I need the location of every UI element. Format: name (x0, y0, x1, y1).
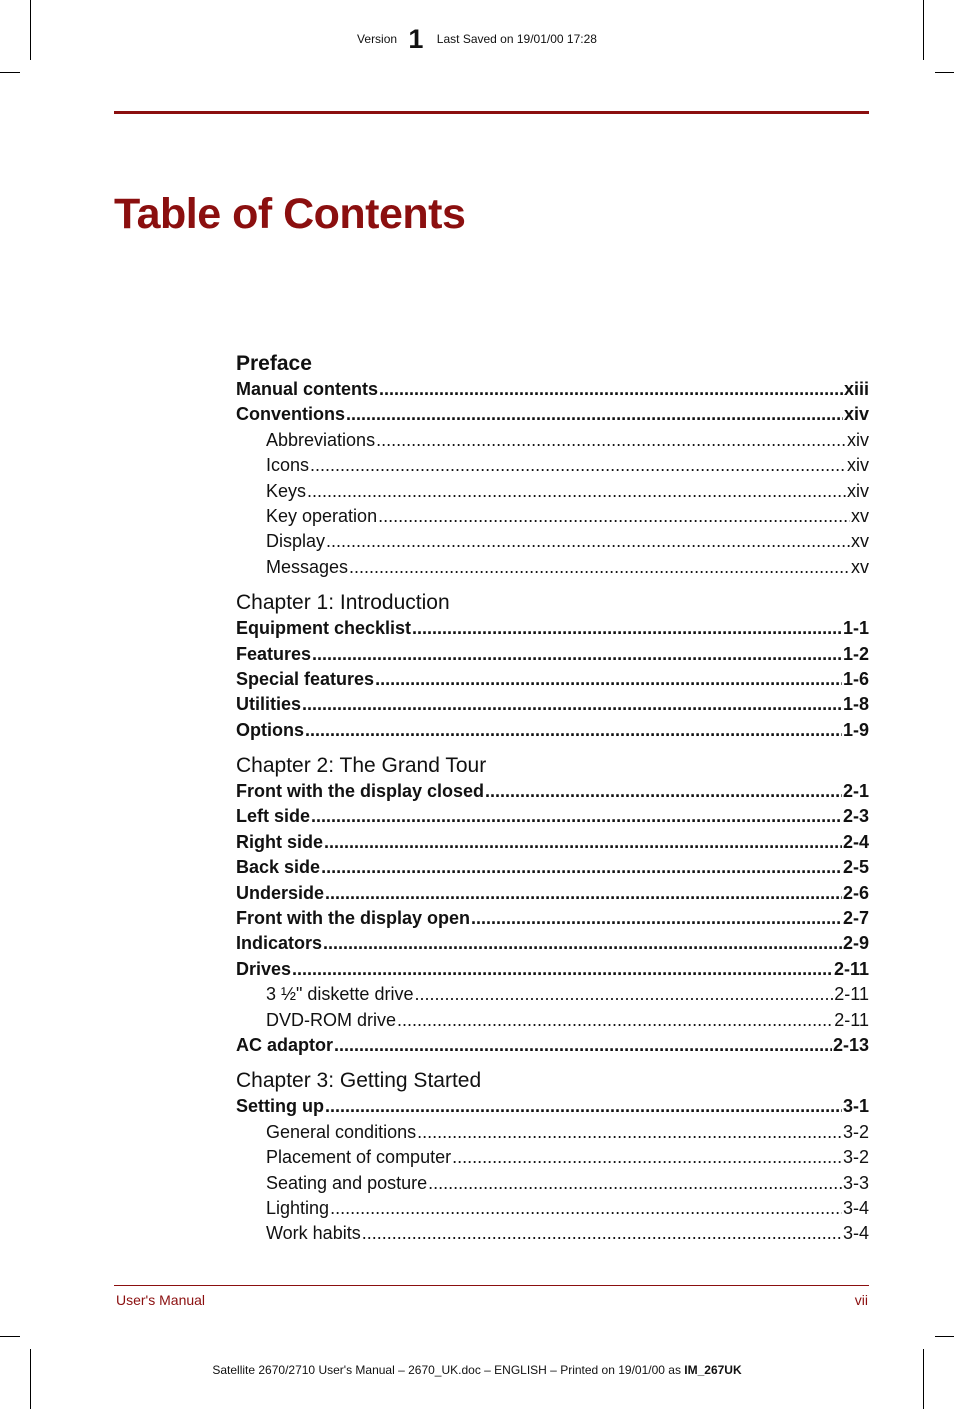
toc-entry[interactable] (236, 855, 869, 880)
toc-entry-label: Right side (236, 831, 324, 852)
toc-dot-leader (302, 692, 842, 717)
version-number: 1 (408, 24, 424, 54)
toc-section (236, 590, 869, 753)
toc-section (236, 1068, 869, 1256)
version-header (0, 24, 954, 55)
toc-entry-page: 3-4 (842, 1197, 869, 1218)
toc-entry-page: xiv (847, 455, 869, 476)
toc-entry[interactable] (236, 804, 869, 829)
toc-entry-page: 3-4 (842, 1223, 869, 1244)
toc-entry[interactable] (236, 504, 869, 529)
toc-section-title: Chapter 2: The Grand Tour (236, 754, 487, 778)
toc-entry[interactable] (236, 906, 869, 931)
toc-entry-label: Abbreviations (266, 429, 376, 450)
toc-dot-leader (349, 555, 850, 580)
toc-entry-label: Equipment checklist (236, 618, 412, 639)
toc-entry[interactable] (236, 529, 869, 554)
toc-entry[interactable] (236, 616, 869, 641)
toc-dot-leader (312, 642, 842, 667)
toc-entry[interactable] (236, 1196, 869, 1221)
toc-entry-page: xiv (847, 480, 869, 501)
toc-entry-label: Manual contents (236, 379, 379, 399)
toc-entry-label: Conventions (236, 404, 346, 425)
toc-dot-leader (325, 1094, 842, 1119)
toc-dot-leader (324, 830, 842, 855)
toc-entry-label: Setting up (236, 1096, 324, 1117)
toc-entry-label: Back side (236, 857, 321, 878)
toc-dot-leader (326, 529, 850, 554)
toc-entry-page: xiv (847, 429, 869, 450)
toc-entry-page: 2-1 (842, 781, 869, 802)
table-of-contents (236, 351, 869, 1257)
toc-section-title: Chapter 3: Getting Started (236, 1069, 482, 1093)
toc-dot-leader (310, 453, 846, 478)
toc-entry[interactable] (236, 692, 869, 717)
toc-dot-leader (362, 1221, 842, 1246)
toc-entry-list (236, 779, 869, 1068)
crop-mark-bottom-right-horizontal (935, 1336, 954, 1337)
toc-dot-leader (311, 804, 842, 829)
toc-dot-leader (325, 881, 842, 906)
last-saved: Last Saved on 19/01/00 17:28 (436, 32, 597, 46)
top-rule (114, 111, 869, 114)
toc-entry-label: Utilities (236, 694, 302, 715)
toc-entry[interactable] (236, 1120, 869, 1145)
toc-entry[interactable] (236, 667, 869, 692)
toc-entry-page: xv (851, 531, 869, 552)
toc-entry-page: 2-6 (842, 882, 869, 903)
toc-entry-label: Front with the display open (236, 908, 470, 929)
toc-dot-leader (414, 982, 833, 1007)
toc-entry[interactable] (236, 1008, 869, 1033)
toc-dot-leader (471, 906, 842, 931)
toc-entry-label: Special features (236, 668, 375, 689)
toc-dot-leader (376, 428, 846, 453)
toc-entry-label: Features (236, 643, 312, 664)
toc-entry[interactable] (236, 479, 869, 504)
toc-entry-label: General conditions (266, 1121, 417, 1142)
toc-entry-page: 1-9 (842, 719, 869, 740)
crop-mark-top-right-horizontal (935, 72, 954, 73)
toc-entry-label: Seating and posture (266, 1172, 428, 1193)
toc-section-title: Preface (236, 352, 312, 375)
toc-dot-leader (412, 616, 842, 641)
toc-entry[interactable] (236, 402, 869, 427)
toc-entry-label: Work habits (266, 1223, 361, 1244)
toc-entry-list (236, 616, 869, 753)
toc-dot-leader (305, 718, 842, 743)
toc-dot-leader (428, 1171, 842, 1196)
toc-entry-page: 1-2 (842, 643, 869, 664)
toc-dot-leader (397, 1008, 833, 1033)
toc-entry[interactable] (236, 377, 869, 402)
toc-dot-leader (417, 1120, 842, 1145)
toc-entry-page: 3-1 (842, 1096, 869, 1117)
toc-entry-page: 1-1 (842, 618, 869, 639)
crop-mark-top-left-horizontal (0, 72, 20, 73)
toc-entry-page: 3-2 (842, 1147, 869, 1168)
toc-section-title: Chapter 1: Introduction (236, 591, 450, 615)
toc-entry[interactable] (236, 1033, 869, 1058)
toc-entry-page: 2-11 (833, 958, 869, 979)
toc-entry-page: 2-13 (832, 1034, 869, 1055)
toc-entry-label: Front with the display closed (236, 781, 485, 802)
toc-entry[interactable] (236, 555, 869, 580)
toc-entry-page: 1-8 (842, 694, 869, 715)
toc-entry-page: 2-11 (834, 984, 869, 1005)
toc-entry-label: Lighting (266, 1197, 330, 1218)
toc-entry-page: xiv (843, 404, 869, 425)
toc-entry[interactable] (236, 830, 869, 855)
toc-entry-label: Keys (266, 480, 307, 501)
print-info-text: Satellite 2670/2710 User's Manual – 2670_UK.doc – ENGLISH – Printed on 19/01/00 as (212, 1363, 685, 1377)
crop-mark-bottom-right-vertical (923, 1349, 924, 1409)
toc-entry-label: Placement of computer (266, 1147, 452, 1168)
toc-entry[interactable] (236, 881, 869, 906)
toc-entry-page: 2-11 (834, 1009, 869, 1030)
toc-entry-label: AC adaptor (236, 1034, 334, 1055)
toc-entry-list (236, 377, 869, 590)
toc-entry[interactable] (236, 1094, 869, 1119)
toc-dot-leader (307, 479, 846, 504)
print-info (0, 1363, 954, 1377)
toc-entry-page: 2-3 (842, 806, 869, 827)
toc-entry[interactable] (236, 642, 869, 667)
crop-mark-bottom-left-vertical (30, 1349, 31, 1409)
toc-entry-label: Key operation (266, 505, 378, 526)
toc-dot-leader (379, 377, 843, 402)
toc-dot-leader (378, 504, 850, 529)
toc-entry-label: Options (236, 719, 304, 740)
page-title: Table of Contents (114, 190, 466, 238)
toc-entry-page: 2-9 (842, 933, 869, 954)
toc-section (236, 753, 869, 1068)
footer-manual-name: User's Manual (116, 1292, 206, 1308)
toc-entry-label: Underside (236, 882, 325, 903)
toc-dot-leader (375, 667, 842, 692)
toc-entry[interactable] (236, 453, 869, 478)
toc-entry-page: 3-3 (842, 1172, 869, 1193)
toc-dot-leader (334, 1033, 832, 1058)
toc-entry-list (236, 1094, 869, 1256)
toc-entry-page: 3-2 (842, 1121, 869, 1142)
toc-entry-label: 3 ½" diskette drive (266, 984, 414, 1005)
toc-entry[interactable] (236, 718, 869, 743)
bottom-rule (114, 1285, 869, 1286)
toc-dot-leader (330, 1196, 842, 1221)
toc-section (236, 351, 869, 590)
toc-entry[interactable] (236, 779, 869, 804)
footer-page-number: vii (854, 1292, 868, 1308)
toc-entry-page: xiii (843, 379, 869, 399)
toc-entry-page: 1-6 (842, 668, 869, 689)
toc-entry[interactable] (236, 982, 869, 1007)
toc-entry[interactable] (236, 1171, 869, 1196)
toc-dot-leader (346, 402, 843, 427)
toc-entry-page: xv (851, 556, 869, 577)
toc-entry-page: 2-5 (842, 857, 869, 878)
toc-dot-leader (321, 855, 842, 880)
toc-entry-label: Left side (236, 806, 311, 827)
toc-dot-leader (452, 1145, 842, 1170)
toc-dot-leader (485, 779, 842, 804)
toc-entry[interactable] (236, 1145, 869, 1170)
toc-entry[interactable] (236, 428, 869, 453)
crop-mark-bottom-left-horizontal (0, 1336, 20, 1337)
toc-entry-label: Icons (266, 455, 310, 476)
version-label: Version (357, 32, 398, 46)
toc-entry-label: Display (266, 531, 326, 552)
toc-entry-page: 2-4 (842, 831, 869, 852)
toc-entry-label: Messages (266, 556, 349, 577)
toc-entry-label: Drives (236, 958, 292, 979)
toc-entry-label: Indicators (236, 933, 323, 954)
toc-entry[interactable] (236, 1221, 869, 1246)
toc-entry[interactable] (236, 957, 869, 982)
toc-dot-leader (323, 931, 842, 956)
toc-entry-page: xv (851, 505, 869, 526)
toc-entry-page: 2-7 (842, 908, 869, 929)
toc-entry[interactable] (236, 931, 869, 956)
toc-dot-leader (292, 957, 833, 982)
toc-entry-label: DVD-ROM drive (266, 1009, 397, 1030)
print-info-code: IM_267UK (684, 1363, 742, 1377)
